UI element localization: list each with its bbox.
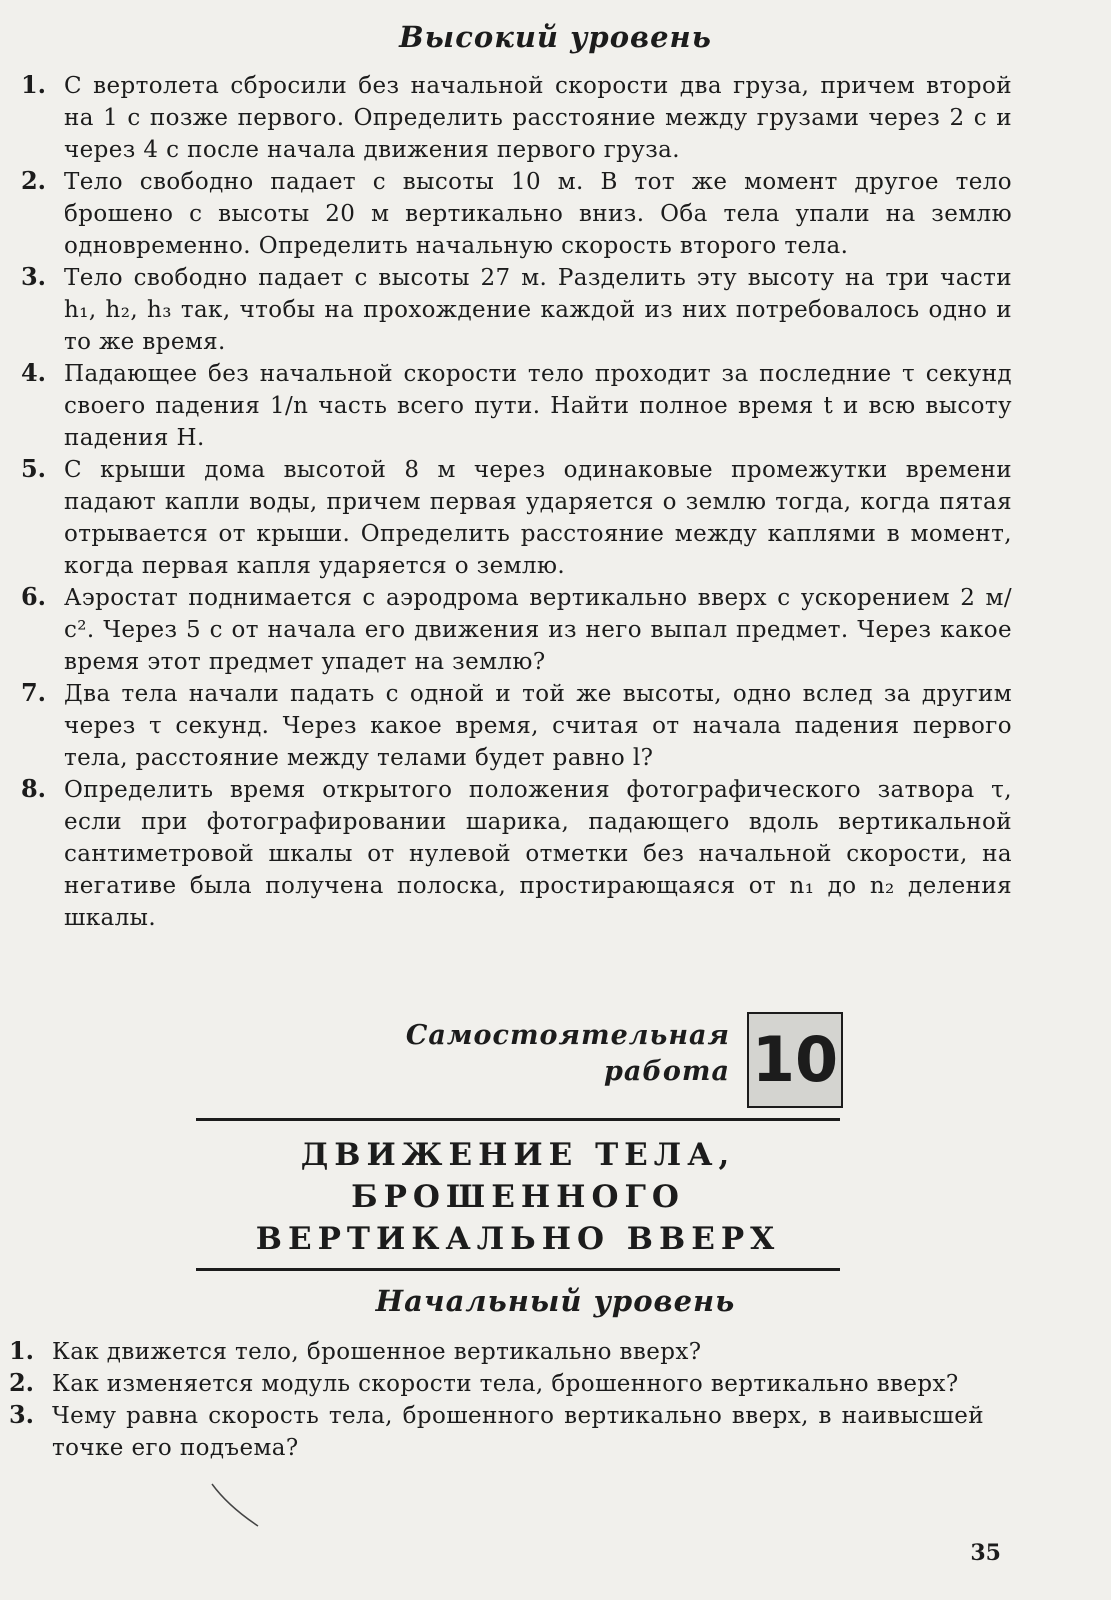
problem-1: [0, 70, 1111, 166]
problem-number: 4.: [20, 358, 46, 387]
top-divider: [196, 1118, 840, 1121]
topic-title-line2: БРОШЕННОГО: [351, 1179, 685, 1215]
page-number: 35: [970, 1540, 1001, 1566]
problem-text: С вертолета сбросили без начальной скорости два груза, причем второй на 1 с позже первого. Определить расстояние между грузами через 2 с и через 4 с после начала движения первого груза.: [64, 73, 1012, 163]
topic-title-line1: ДВИЖЕНИЕ ТЕЛА,: [300, 1137, 736, 1173]
question-text: Как изменяется модуль скорости тела, брошенного вертикально вверх?: [52, 1371, 959, 1397]
initial-level-problem-list: [0, 1336, 1111, 1464]
problem-5: [0, 454, 1111, 582]
high-level-problem-list: [0, 70, 1111, 934]
problem-number: 5.: [20, 454, 46, 483]
problem-number: 7.: [20, 678, 46, 707]
independent-work-title: [400, 1018, 730, 1090]
pencil-mark: [208, 1480, 268, 1530]
question-number: 1.: [8, 1336, 34, 1365]
independent-work-title-line2: работа: [604, 1056, 730, 1087]
problem-3: [0, 262, 1111, 358]
problem-text: Падающее без начальной скорости тело проходит за последние τ секунд своего падения 1/n часть всего пути. Найти полное время t и всю высоту падения H.: [64, 361, 1012, 451]
problem-text: С крыши дома высотой 8 м через одинаковые промежутки времени падают капли воды, причем первая ударяется о землю тогда, когда пятая отрывается от крыши. Определить расстояние между каплями в момент, когда первая капля ударяется о землю.: [64, 457, 1012, 579]
initial-level-heading: Начальный уровень: [375, 1284, 736, 1318]
problem-text: Два тела начали падать с одной и той же высоты, одно вслед за другим через τ секунд. Через какое время, считая от начала падения первого тела, расстояние между телами будет равно l?: [64, 681, 1012, 771]
problem-2: [0, 166, 1111, 262]
topic-title-line3: ВЕРТИКАЛЬНО ВВЕРХ: [255, 1221, 781, 1257]
problem-number: 6.: [20, 582, 46, 611]
question-2: [0, 1368, 1111, 1400]
problem-8: [0, 774, 1111, 934]
problem-7: [0, 678, 1111, 774]
problem-number: 8.: [20, 774, 46, 803]
problem-4: [0, 358, 1111, 454]
question-3: [0, 1400, 1111, 1464]
bottom-divider: [196, 1268, 840, 1271]
topic-title: [196, 1134, 840, 1260]
high-level-heading: Высокий уровень: [399, 20, 712, 54]
problem-text: Тело свободно падает с высоты 10 м. В тот же момент другое тело брошено с высоты 20 м вертикально вниз. Оба тела упали на землю одновременно. Определить начальную скорость второго тела.: [64, 169, 1012, 259]
independent-work-title-line1: Самостоятельная: [405, 1020, 730, 1051]
problem-text: Тело свободно падает с высоты 27 м. Разделить эту высоту на три части h₁, h₂, h₃ так, чтобы на прохождение каждой из них потребовалось одно и то же время.: [64, 265, 1012, 355]
question-number: 2.: [8, 1368, 34, 1397]
problem-6: [0, 582, 1111, 678]
question-number: 3.: [8, 1400, 34, 1429]
question-text: Чему равна скорость тела, брошенного вертикально вверх, в наивысшей точке его подъема?: [52, 1403, 984, 1461]
question-1: [0, 1336, 1111, 1368]
problem-number: 3.: [20, 262, 46, 291]
problem-text: Определить время открытого положения фотографического затвора τ, если при фотографировании шарика, падающего вдоль вертикальной сантиметровой шкалы от нулевой отметки без начальной скорости, на негативе была получена полоска, простирающаяся от n₁ до n₂ деления шкалы.: [64, 777, 1012, 931]
independent-work-number-box: 10: [747, 1012, 843, 1108]
problem-text: Аэростат поднимается с аэродрома вертикально вверх с ускорением 2 м/с². Через 5 с от начала его движения из него выпал предмет. Через какое время этот предмет упадет на землю?: [64, 585, 1012, 675]
problem-number: 2.: [20, 166, 46, 195]
problem-number: 1.: [20, 70, 46, 99]
question-text: Как движется тело, брошенное вертикально вверх?: [52, 1339, 702, 1365]
